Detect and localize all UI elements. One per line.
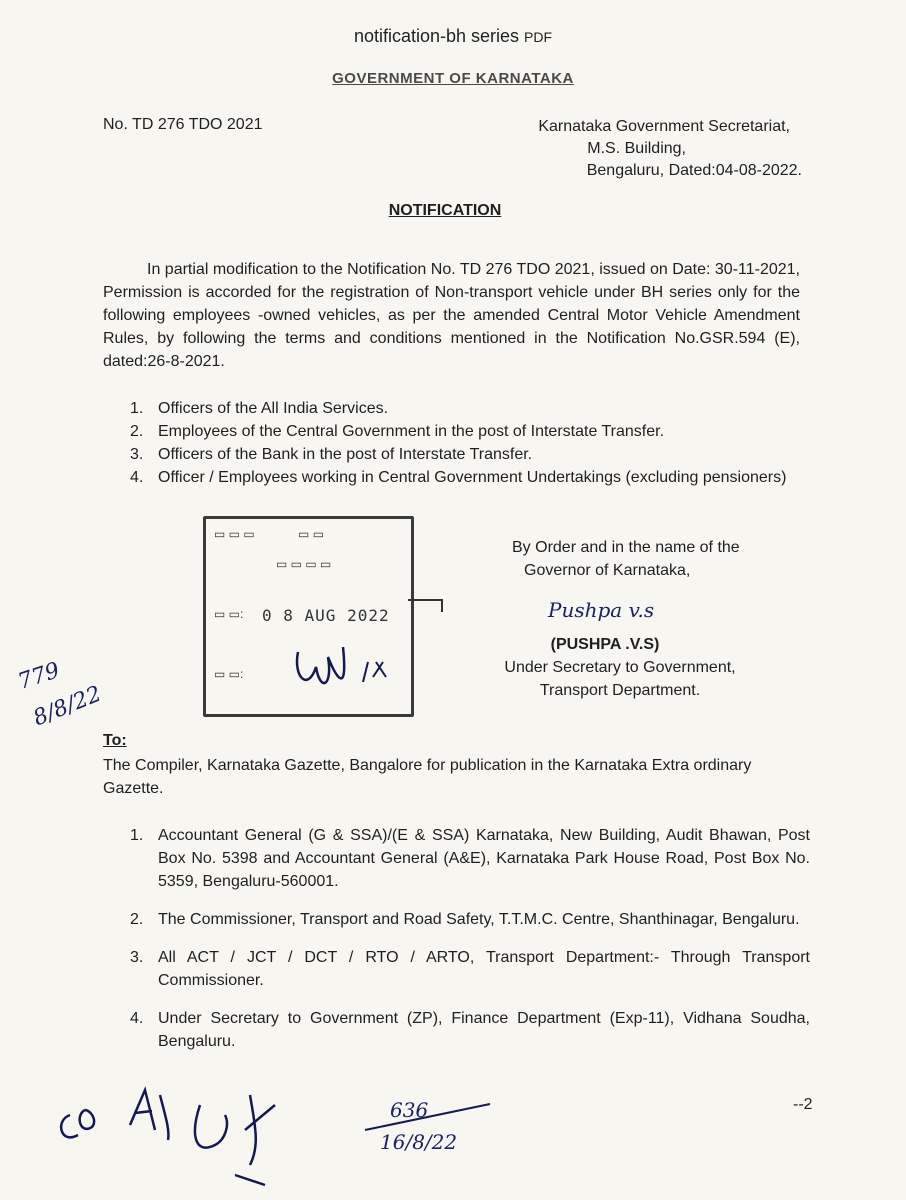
signatory <box>490 633 750 702</box>
document-title-text: notification-bh series <box>353 26 520 46</box>
sender-address <box>500 116 802 182</box>
handwritten-signature: Pushpa v.s <box>548 598 655 622</box>
stamp-line-section: ▭ ▭ ▭ ▭ <box>276 557 332 571</box>
margin-note-number: 779 <box>15 658 63 695</box>
copy-to-list <box>130 824 810 1068</box>
stamp-date-label: ▭ ▭: <box>214 607 244 621</box>
to-label: To: <box>103 732 127 749</box>
signatory-title-1: Under Secretary to Government, <box>504 659 736 676</box>
order-line-2: Governor of Karnataka, <box>524 562 691 579</box>
inward-date: 16/8/22 <box>380 1130 458 1154</box>
list-item: 4. Officer / Employees working in Central Government Undertakings (excluding pensioners) <box>130 469 787 486</box>
list-item: 2. The Commissioner, Transport and Road Safety, T.T.M.C. Centre, Shanthinagar, Bengaluru. <box>130 911 800 928</box>
stamp-bracket-icon <box>408 596 448 616</box>
list-item: 3. All ACT / JCT / DCT / RTO / ARTO, Transport Department:- Through Transport Commissioner. <box>130 949 810 989</box>
stamp-date: 0 8 AUG 2022 <box>262 606 390 625</box>
list-item: 2. Employees of the Central Government in the post of Interstate Transfer. <box>130 423 665 440</box>
pdf-badge: PDF <box>524 29 553 45</box>
list-item: 3. Officers of the Bank in the post of Interstate Transfer. <box>130 446 533 463</box>
list-item: 4. Under Secretary to Government (ZP), Finance Department (Exp-11), Vidhana Soudha, Bengaluru. <box>130 1010 810 1050</box>
fraction-line-icon <box>360 1102 500 1132</box>
list-item: 1. Officers of the All India Services. <box>130 400 389 417</box>
stamp-initials-icon <box>288 637 408 707</box>
page-continuation: --2 <box>793 1096 813 1113</box>
stamp-line-bottom: ▭ ▭: <box>214 667 244 681</box>
margin-note-date: 8/8/22 <box>29 681 105 732</box>
received-stamp <box>203 516 414 717</box>
inward-number: 636 <box>390 1098 429 1122</box>
stamp-line-top: ▭ ▭ ▭ ▭ ▭ <box>214 527 325 541</box>
list-item: 1. Accountant General (G & SSA)/(E & SSA) Karnataka, New Building, Audit Bhawan, Post Box No. 5398 and Accountant General (A&E), Karnataka Park House Road, Post Box No. 5359, Bengaluru-560001. <box>130 827 810 890</box>
notification-heading: NOTIFICATION <box>388 202 502 219</box>
notification-body: In partial modification to the Notification No. TD 276 TDO 2021, issued on Date: 30-11-2021, Permission is accorded for the registration of Non-transport vehicle under BH series only for the following employees -owned vehicles, as per the amended Central Motor Vehicle Amendment Rules, by following the terms and conditions mentioned in the Notification No.GSR.594 (E), dated:26-8-2021. <box>103 261 800 370</box>
signatory-title-2: Transport Department. <box>539 682 701 699</box>
order-line-1: By Order and in the name of the <box>512 539 740 556</box>
order-statement <box>512 536 740 582</box>
address-line-1: Karnataka Government Secretariat, <box>538 118 790 135</box>
reference-number: No. TD 276 TDO 2021 <box>103 116 263 133</box>
address-line-2: M.S. Building, <box>587 140 686 157</box>
document-title <box>0 26 906 47</box>
initials-signatures-icon <box>50 1085 300 1195</box>
signatory-name: (PUSHPA .V.S) <box>550 636 660 653</box>
government-heading: GOVERNMENT OF KARNATAKA <box>332 70 574 87</box>
address-line-3: Bengaluru, Dated:04-08-2022. <box>586 162 802 179</box>
eligible-list <box>130 397 810 489</box>
compiler-recipient: The Compiler, Karnataka Gazette, Bangalore for publication in the Karnataka Extra ordinary Gazette. <box>103 757 752 797</box>
